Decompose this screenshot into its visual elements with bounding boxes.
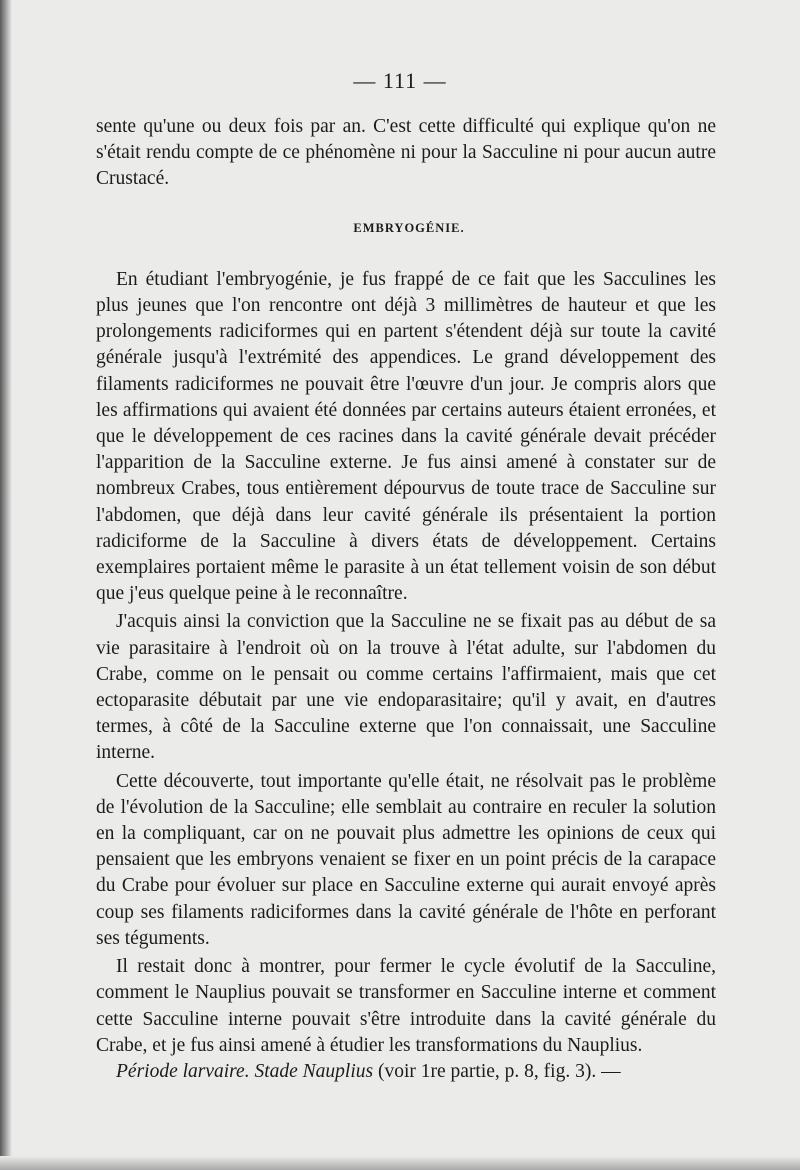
paragraph-1: En étudiant l'embryogénie, je fus frappé de ce fait que les Sacculines les plus jeunes que l'on rencontre ont déjà 3 millimètres de hauteur et que les prolongements radiciformes qui en partent s'étendent déjà sur toute la cavité générale jusqu'à l'extrémité des appendices. Le grand développement des filaments radiciformes ne pouvait être l'œuvre d'un jour. Je compris alors que les affirmations qui avaient été données par certains auteurs étaient erronées, et que le développement de ces racines dans la cavité générale devait précéder l'apparition de la Sacculine externe. Je fus ainsi amené à constater sur de nombreux Crabes, tous entièrement dépourvus de toute trace de Sacculine sur l'abdomen, que déjà dans leur cavité générale ils présentaient la portion radiciforme de la Sacculine à divers états de développement. Certains exemplaires portaient même le parasite à un état tellement voisin de son début que j'eus quelque peine à le reconnaître. <box>96 268 716 605</box>
figure-reference: (voir 1re partie, p. 8, fig. 3). — <box>377 1060 621 1082</box>
paragraph-3: Cette découverte, tout importante qu'elle était, ne résolvait pas le problème de l'évolution de la Sacculine; elle semblait au contraire en reculer la solution en la compliquant, car on ne pouvait plus admettre les opinions de ceux qui pensaient que les embryons venaient se fixer en un point précis de la carapace du Crabe pour évoluer sur place en Sacculine externe qui aurait envoyé après coup ses filaments radiciformes dans la cavité générale de l'hôte en perforant ses téguments. <box>96 770 716 949</box>
nauplius-stage-heading: Stade Nauplius <box>254 1060 374 1082</box>
paragraph-2: J'acquis ainsi la conviction que la Sacculine ne se fixait pas au début de sa vie parasitaire à l'endroit où on la trouve à l'état adulte, sur l'abdomen du Crabe, comme on le pensait ou comme certains l'affirmaient, mais que cet ectoparasite débutait par une vie endoparasitaire; qu'il y avait, en d'autres termes, à côté de la Sacculine externe que l'on connaissait, une Sacculine interne. <box>96 611 716 764</box>
intro-paragraph: sente qu'une ou deux fois par an. C'est cette difficulté qui explique qu'on ne s'était rendu compte de ce phénomène ni pour la Sacculine ni pour aucun autre Crustacé. <box>96 116 716 190</box>
page-edge-shadow <box>0 0 12 1170</box>
larval-period-line <box>96 1059 716 1085</box>
section-heading: EMBRYOGÉNIE. <box>353 220 465 235</box>
larval-period-heading: Période larvaire. <box>116 1060 250 1082</box>
page-bottom-shadow <box>0 1156 800 1170</box>
page-number: — 111 — <box>353 68 447 93</box>
page-body <box>96 114 716 1085</box>
paragraph-4: Il restait donc à montrer, pour fermer le cycle évolutif de la Sacculine, comment le Nauplius pouvait se transformer en Sacculine interne et comment cette Sacculine interne pouvait s'être introduite dans la cavité générale du Crabe, et je fus ainsi amené à étudier les transformations du Nauplius. <box>96 956 716 1056</box>
